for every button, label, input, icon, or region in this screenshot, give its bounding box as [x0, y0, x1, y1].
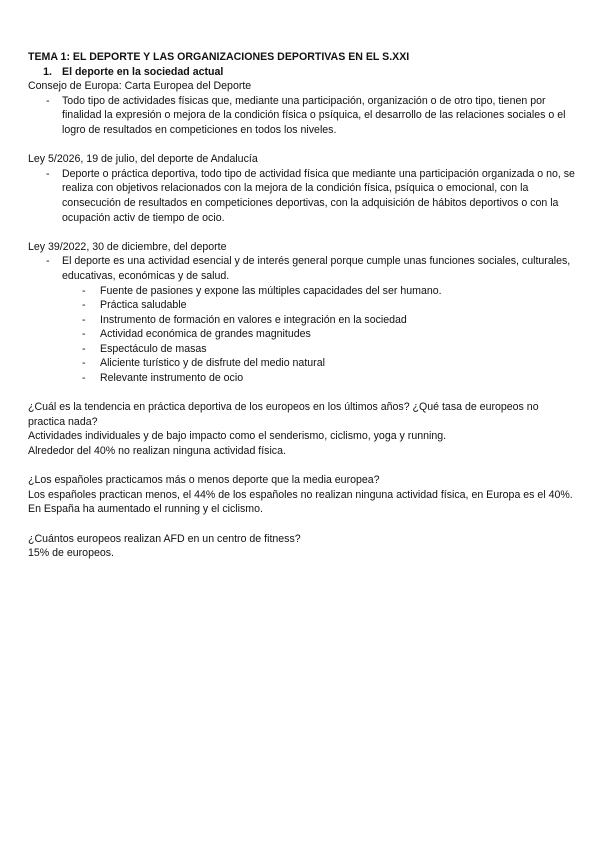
dash-marker: -: [82, 328, 86, 341]
question-fitness: ¿Cuántos europeos realizan AFD en un centro de fitness?: [28, 532, 301, 545]
list-item: [28, 284, 576, 299]
ley-andalucia-definition: [28, 167, 576, 225]
ley-estatal-definition-text: El deporte es una actividad esencial y de interés general porque cumple unas funciones sociales, culturales, educativas, económicas y de salud.: [62, 255, 571, 282]
dash-marker: -: [82, 284, 86, 297]
answer-fitness: 15% de europeos.: [28, 547, 114, 560]
ley-andalucia-definition-text: Deporte o práctica deportiva, todo tipo de actividad física que mediante una participación organizada o no, se realiza con objetivos relacionados con la mejora de la condición física, psíquica o emocional, con la consecución de resultados en competiciones deportivas, con la adquisición de hábitos deportivos o con la ocupación activ de tiempo de ocio.: [62, 167, 575, 224]
section-heading-text: El deporte en la sociedad actual: [62, 65, 224, 78]
answer-tendencia: Actividades individuales y de bajo impacto como el senderismo, ciclismo, yoga y running.: [28, 430, 447, 443]
list-item-text: Relevante instrumento de ocio: [100, 372, 244, 385]
list-item-text: Aliciente turístico y de disfrute del medio natural: [100, 357, 325, 370]
answer-tasa: Alrededor del 40% no realizan ninguna actividad física.: [28, 445, 286, 458]
consejo-definition: [28, 94, 576, 138]
dash-marker: -: [82, 357, 86, 370]
list-item: [28, 342, 576, 357]
list-item: [28, 313, 576, 328]
question-espanoles: ¿Los españoles practicamos más o menos deporte que la media europea?: [28, 474, 380, 487]
list-item-text: Instrumento de formación en valores e integración en la sociedad: [100, 313, 407, 326]
answer-espanoles: Los españoles practican menos, el 44% de los españoles no realizan ninguna actividad física, en Europa es el 40%.: [28, 488, 573, 501]
consejo-definition-text: Todo tipo de actividades físicas que, mediante una participación, organización o de otro tipo, tienen por finalidad la expresión o mejora de la condición física o psíquica, el desarrollo de las relaciones sociales o el logro de resultados en competiciones en todos los niveles.: [62, 94, 566, 136]
consejo-label: Consejo de Europa: Carta Europea del Deporte: [28, 80, 252, 93]
list-item-text: Fuente de pasiones y expone las múltiples capacidades del ser humano.: [100, 284, 442, 297]
question-tendencia: ¿Cuál es la tendencia en práctica deportiva de los europeos en los últimos años? ¿Qué tasa de europeos no practica nada?: [28, 401, 539, 428]
ley-estatal-definition: [28, 254, 576, 283]
dash-marker: -: [82, 342, 86, 355]
dash-marker: -: [82, 372, 86, 385]
list-item-text: Espectáculo de masas: [100, 342, 207, 355]
list-item-text: Actividad económica de grandes magnitudes: [100, 328, 311, 341]
dash-marker: -: [46, 167, 50, 180]
dash-marker: -: [46, 94, 50, 107]
dash-marker: -: [46, 255, 50, 268]
list-item: [28, 327, 576, 342]
dash-marker: -: [82, 299, 86, 312]
list-item: [28, 356, 576, 371]
answer-espanoles-tendencia: En España ha aumentado el running y el ciclismo.: [28, 503, 263, 516]
list-item-text: Práctica saludable: [100, 299, 187, 312]
dash-marker: -: [82, 313, 86, 326]
document-page: [28, 50, 576, 561]
ley-estatal-label: Ley 39/2022, 30 de diciembre, del deporte: [28, 240, 227, 253]
ley-andalucia-label: Ley 5/2026, 19 de julio, del deporte de Andalucía: [28, 153, 258, 166]
list-item: [28, 298, 576, 313]
section-heading: [28, 65, 576, 80]
section-number: 1.: [43, 65, 52, 78]
list-item: [28, 371, 576, 386]
document-title: TEMA 1: EL DEPORTE Y LAS ORGANIZACIONES DEPORTIVAS EN EL S.XXI: [28, 51, 410, 63]
